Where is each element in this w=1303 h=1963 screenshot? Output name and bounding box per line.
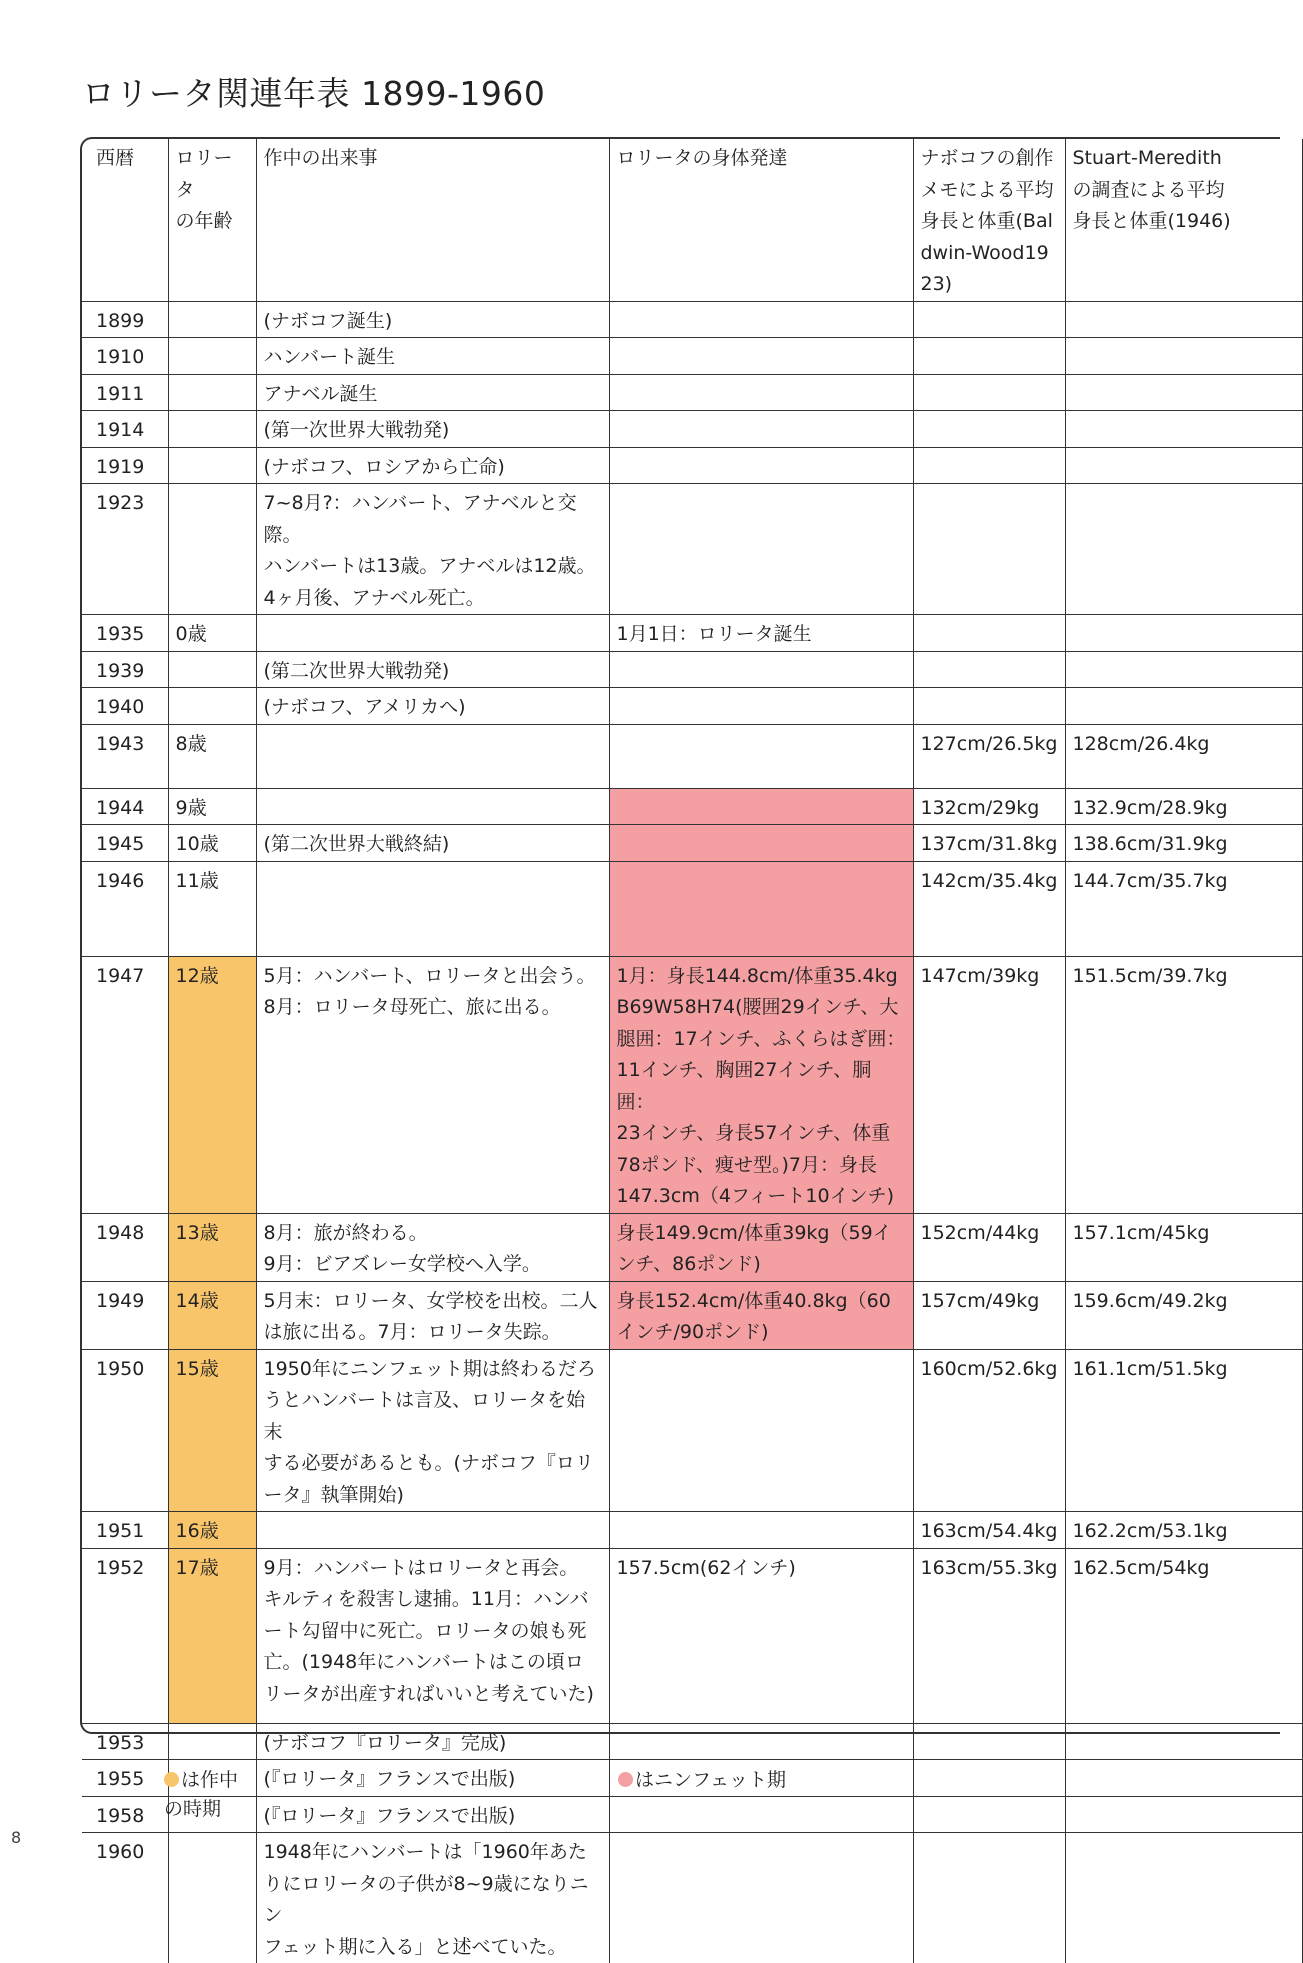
nabokov-avg-cell (913, 1833, 1065, 1963)
nabokov-avg-cell: 137cm/31.8kg (913, 825, 1065, 862)
body-cell (609, 301, 913, 338)
year-cell: 1939 (82, 651, 168, 688)
body-cell: 157.5cm(62インチ) (609, 1548, 913, 1723)
age-cell: 17歳 (168, 1548, 256, 1723)
body-cell (609, 688, 913, 725)
event-cell: 5月末：ロリータ、女学校を出校。二人 は旅に出る。7月：ロリータ失踪。 (256, 1281, 609, 1349)
table-row (82, 788, 1302, 825)
year-cell: 1950 (82, 1349, 168, 1512)
body-cell (609, 724, 913, 788)
event-cell: ハンバート誕生 (256, 338, 609, 375)
page-number: 8 (11, 1828, 21, 1847)
stuart-meredith-cell: 138.6cm/31.9kg (1065, 825, 1302, 862)
event-cell: アナベル誕生 (256, 374, 609, 411)
stuart-meredith-cell (1065, 651, 1302, 688)
stuart-meredith-cell (1065, 484, 1302, 615)
body-cell (609, 825, 913, 862)
event-cell: 7~8月?：ハンバート、アナベルと交際。 ハンバートは13歳。アナベルは12歳。 4ヶ月後、アナベル死亡。 (256, 484, 609, 615)
stuart-meredith-cell: 144.7cm/35.7kg (1065, 861, 1302, 956)
nabokov-avg-cell: 160cm/52.6kg (913, 1349, 1065, 1512)
body-cell (609, 1796, 913, 1833)
stuart-meredith-cell: 162.5cm/54kg (1065, 1548, 1302, 1723)
event-cell: (第二次世界大戦勃発) (256, 651, 609, 688)
year-cell: 1910 (82, 338, 168, 375)
legend-nymphet-period (618, 1737, 786, 1795)
stuart-meredith-cell: 157.1cm/45kg (1065, 1213, 1302, 1281)
stuart-meredith-cell (1065, 688, 1302, 725)
age-cell: 16歳 (168, 1512, 256, 1549)
age-cell (168, 651, 256, 688)
age-cell: 11歳 (168, 861, 256, 956)
nabokov-avg-cell (913, 338, 1065, 375)
nabokov-avg-cell (913, 301, 1065, 338)
column-header: ロリータ の年齢 (168, 139, 256, 301)
body-cell (609, 338, 913, 375)
stuart-meredith-cell (1065, 301, 1302, 338)
stuart-meredith-cell (1065, 1833, 1302, 1963)
nabokov-avg-cell (913, 615, 1065, 652)
table-row (82, 724, 1302, 788)
table-row (82, 1213, 1302, 1281)
nabokov-avg-cell (913, 1723, 1065, 1760)
event-cell: (第一次世界大戦勃発) (256, 411, 609, 448)
year-cell: 1914 (82, 411, 168, 448)
event-cell: (ナボコフ誕生) (256, 301, 609, 338)
year-cell: 1935 (82, 615, 168, 652)
nabokov-avg-cell: 127cm/26.5kg (913, 724, 1065, 788)
year-cell: 1951 (82, 1512, 168, 1549)
legend-age-label: は作中 の時期 (164, 1769, 238, 1820)
age-cell: 13歳 (168, 1213, 256, 1281)
year-cell: 1899 (82, 301, 168, 338)
age-cell: 8歳 (168, 724, 256, 788)
stuart-meredith-cell (1065, 338, 1302, 375)
pink-dot-icon (618, 1772, 633, 1787)
event-cell: 9月：ハンバートはロリータと再会。 キルティを殺害し逮捕。11月：ハンバ ート勾留中に死亡。ロリータの娘も死 亡。(1948年にハンバートはこの頃ロ リータが出産すればいいと考えていた) (256, 1548, 609, 1723)
year-cell: 1946 (82, 861, 168, 956)
nabokov-avg-cell (913, 651, 1065, 688)
nabokov-avg-cell (913, 447, 1065, 484)
age-cell (168, 1833, 256, 1963)
table-row (82, 1548, 1302, 1723)
age-cell (168, 484, 256, 615)
column-header: 西暦 (82, 139, 168, 301)
nabokov-avg-cell (913, 688, 1065, 725)
year-cell: 1945 (82, 825, 168, 862)
age-cell (168, 411, 256, 448)
table-row (82, 447, 1302, 484)
body-cell (609, 484, 913, 615)
table-row (82, 956, 1302, 1213)
nabokov-avg-cell (913, 374, 1065, 411)
event-cell: 5月：ハンバート、ロリータと出会う。 8月：ロリータ母死亡、旅に出る。 (256, 956, 609, 1213)
nabokov-avg-cell: 132cm/29kg (913, 788, 1065, 825)
column-header: ロリータの身体発達 (609, 139, 913, 301)
stuart-meredith-cell: 128cm/26.4kg (1065, 724, 1302, 788)
year-cell: 1949 (82, 1281, 168, 1349)
chronology-table-frame (80, 137, 1280, 1734)
nabokov-avg-cell: 157cm/49kg (913, 1281, 1065, 1349)
age-cell (168, 447, 256, 484)
year-cell: 1911 (82, 374, 168, 411)
age-cell (168, 301, 256, 338)
body-cell (609, 861, 913, 956)
header-row (82, 139, 1302, 301)
table-row (82, 1281, 1302, 1349)
table-row (82, 1512, 1302, 1549)
stuart-meredith-cell (1065, 615, 1302, 652)
body-cell: 身長152.4cm/体重40.8kg（60 インチ/90ポンド) (609, 1281, 913, 1349)
age-cell: 0歳 (168, 615, 256, 652)
year-cell: 1919 (82, 447, 168, 484)
body-cell (609, 447, 913, 484)
event-cell: (ナボコフ、ロシアから亡命) (256, 447, 609, 484)
stuart-meredith-cell: 161.1cm/51.5kg (1065, 1349, 1302, 1512)
table-row (82, 301, 1302, 338)
body-cell (609, 1833, 913, 1963)
body-cell: 身長149.9cm/体重39kg（59イ ンチ、86ポンド) (609, 1213, 913, 1281)
age-cell: 15歳 (168, 1349, 256, 1512)
body-cell (609, 411, 913, 448)
year-cell: 1955 (82, 1760, 168, 1797)
nabokov-avg-cell (913, 411, 1065, 448)
body-cell: 1月1日：ロリータ誕生 (609, 615, 913, 652)
event-cell (256, 1512, 609, 1549)
year-cell: 1943 (82, 724, 168, 788)
body-cell (609, 1512, 913, 1549)
table-row (82, 484, 1302, 615)
table-row (82, 688, 1302, 725)
age-cell: 14歳 (168, 1281, 256, 1349)
event-cell: (第二次世界大戦終結) (256, 825, 609, 862)
event-cell (256, 861, 609, 956)
event-cell: 8月：旅が終わる。 9月：ビアズレー女学校へ入学。 (256, 1213, 609, 1281)
stuart-meredith-cell (1065, 447, 1302, 484)
nabokov-avg-cell: 163cm/55.3kg (913, 1548, 1065, 1723)
nabokov-avg-cell (913, 484, 1065, 615)
body-cell (609, 788, 913, 825)
stuart-meredith-cell: 159.6cm/49.2kg (1065, 1281, 1302, 1349)
stuart-meredith-cell (1065, 411, 1302, 448)
event-cell (256, 615, 609, 652)
year-cell: 1958 (82, 1796, 168, 1833)
year-cell: 1947 (82, 956, 168, 1213)
year-cell: 1952 (82, 1548, 168, 1723)
event-cell: (ナボコフ『ロリータ』完成) (256, 1723, 609, 1760)
column-header: ナボコフの創作 メモによる平均 身長と体重(Bal dwin-Wood19 23) (913, 139, 1065, 301)
nabokov-avg-cell: 152cm/44kg (913, 1213, 1065, 1281)
chronology-table (82, 139, 1303, 1963)
nabokov-avg-cell (913, 1760, 1065, 1797)
year-cell: 1960 (82, 1833, 168, 1963)
body-cell (609, 374, 913, 411)
body-cell (609, 1349, 913, 1512)
table-row (82, 1796, 1302, 1833)
table-row (82, 651, 1302, 688)
table-row (82, 1349, 1302, 1512)
stuart-meredith-cell: 151.5cm/39.7kg (1065, 956, 1302, 1213)
body-cell: 1月：身長144.8cm/体重35.4kg B69W58H74(腰囲29インチ、大 腿囲：17インチ、ふくらはぎ囲： 11インチ、胸囲27インチ、胴囲： 23インチ、身長57インチ、体重 78ポンド、痩せ型。)7月：身長 147.3cm（4フィート10インチ) (609, 956, 913, 1213)
event-cell (256, 788, 609, 825)
nabokov-avg-cell: 142cm/35.4kg (913, 861, 1065, 956)
nabokov-avg-cell: 163cm/54.4kg (913, 1512, 1065, 1549)
table-row (82, 338, 1302, 375)
table-row (82, 374, 1302, 411)
age-cell: 9歳 (168, 788, 256, 825)
event-cell (256, 724, 609, 788)
stuart-meredith-cell (1065, 1760, 1302, 1797)
nabokov-avg-cell (913, 1796, 1065, 1833)
stuart-meredith-cell (1065, 374, 1302, 411)
column-header: 作中の出来事 (256, 139, 609, 301)
year-cell: 1944 (82, 788, 168, 825)
event-cell: (『ロリータ』フランスで出版) (256, 1760, 609, 1797)
table-row (82, 615, 1302, 652)
legend-nymphet-label: はニンフェット期 (635, 1769, 786, 1791)
body-cell (609, 651, 913, 688)
year-cell: 1940 (82, 688, 168, 725)
year-cell: 1953 (82, 1723, 168, 1760)
stuart-meredith-cell: 132.9cm/28.9kg (1065, 788, 1302, 825)
stuart-meredith-cell: 162.2cm/53.1kg (1065, 1512, 1302, 1549)
table-row (82, 411, 1302, 448)
nabokov-avg-cell: 147cm/39kg (913, 956, 1065, 1213)
orange-dot-icon (164, 1772, 179, 1787)
table-row (82, 1833, 1302, 1963)
event-cell: (『ロリータ』フランスで出版) (256, 1796, 609, 1833)
stuart-meredith-cell (1065, 1796, 1302, 1833)
year-cell: 1923 (82, 484, 168, 615)
age-cell (168, 338, 256, 375)
legend-age-period (164, 1737, 238, 1824)
column-header: Stuart-Meredith の調査による平均 身長と体重(1946) (1065, 139, 1302, 301)
page-title: ロリータ関連年表 1899-1960 (82, 68, 545, 115)
event-cell: 1948年にハンバートは「1960年あた りにロリータの子供が8~9歳になりニン フェット期に入る」と述べていた。 (256, 1833, 609, 1963)
event-cell: 1950年にニンフェット期は終わるだろ うとハンバートは言及、ロリータを始末 する必要があるとも。(ナボコフ『ロリ ータ』執筆開始) (256, 1349, 609, 1512)
age-cell: 10歳 (168, 825, 256, 862)
table-row (82, 861, 1302, 956)
stuart-meredith-cell (1065, 1723, 1302, 1760)
year-cell: 1948 (82, 1213, 168, 1281)
event-cell: (ナボコフ、アメリカへ) (256, 688, 609, 725)
age-cell (168, 688, 256, 725)
table-row (82, 825, 1302, 862)
age-cell: 12歳 (168, 956, 256, 1213)
age-cell (168, 374, 256, 411)
